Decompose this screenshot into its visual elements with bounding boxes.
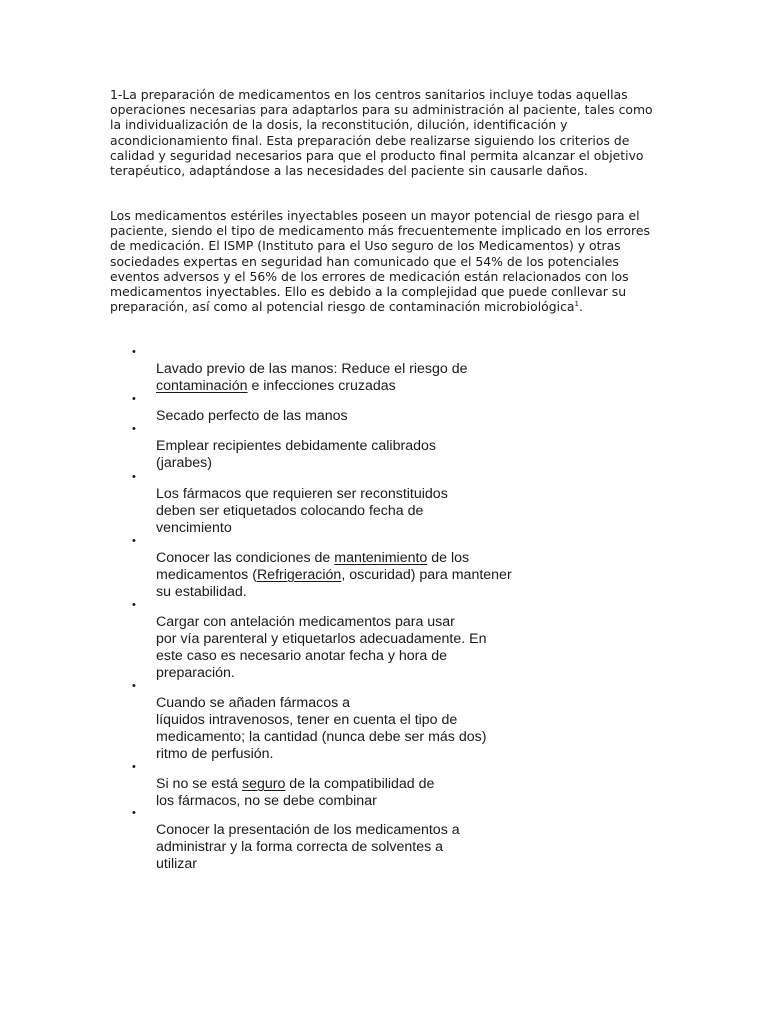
link-refrigeracion[interactable]: Refrigeración — [256, 567, 342, 583]
list-item-text: Los fármacos que requieren ser reconstituidos deben ser etiquetados colocando fecha de vencimiento — [156, 486, 448, 536]
bullet-icon: • — [132, 761, 136, 773]
injectables-paragraph-text: Los medicamentos estériles inyectables poseen un mayor potencial de riesgo para el paciente, siendo el tipo de medicamento más frecuentemente implicado en los errores de medicación. El ISMP (Instituto para el Uso seguro de los Medicamentos) y otras sociedades expertas en seguridad han comunicado que el 54% de los potenciales eventos adversos y el 56% de los errores de medicación están relacionados con los medicamentos inyectables. Ello es debido a la complejidad que puede conllevar su preparación, así como al potencial riesgo de contaminación microbiológica — [110, 208, 650, 315]
list-item-text: de la compatibilidad de los fármacos, no se debe combinar — [156, 776, 435, 809]
link-contaminacion[interactable]: contaminación — [156, 378, 248, 394]
list-item — [132, 678, 576, 763]
bullet-icon: • — [132, 423, 136, 435]
list-item-text: Conocer las condiciones de — [156, 550, 335, 566]
bullet-icon: • — [132, 680, 136, 692]
list-item — [132, 759, 576, 810]
list-item-text: Lavado previo de las manos: Reduce el riesgo de — [156, 361, 468, 377]
list-item-text: , oscuridad) para mantener su estabilidad. — [156, 567, 512, 600]
injectables-paragraph — [110, 208, 660, 314]
link-seguro[interactable]: seguro — [241, 776, 286, 792]
list-item-text: Si no se está — [156, 776, 242, 792]
bullet-icon: • — [132, 393, 136, 405]
footnote-marker: 1 — [574, 300, 579, 309]
list-item-text: de los medicamentos ( — [156, 550, 470, 583]
injectables-paragraph-end: . — [578, 299, 583, 315]
list-item-text: Cuando se añaden fármacos a líquidos intravenosos, tener en cuenta el tipo de medicamento; la cantidad (nunca debe ser más dos) ritmo de perfusión. — [156, 695, 487, 762]
bullet-icon: • — [132, 346, 136, 358]
list-item — [132, 391, 576, 425]
bullet-icon: • — [132, 535, 136, 547]
list-item-text: e infecciones cruzadas — [247, 378, 396, 394]
intro-paragraph: 1-La preparación de medicamentos en los centros sanitarios incluye todas aquellas operaciones necesarias para adaptarlos para su administración al paciente, tales como la individualización de la dosis, la reconstitución, dilución, identificación y acondicionamiento final. Esta preparación debe realizarse siguiendo los criterios de calidad y seguridad necesarios para que el producto final permita alcanzar el objetivo terapéutico, adaptándose a las necesidades del paciente sin causarle daños. — [110, 87, 653, 179]
list-item — [132, 344, 576, 395]
list-item — [132, 533, 576, 601]
list-item — [132, 805, 576, 873]
bullet-icon: • — [132, 599, 136, 611]
list-item-text: Emplear recipientes debidamente calibrados (jarabes) — [156, 438, 436, 471]
list-item-text: Secado perfecto de las manos — [156, 408, 348, 424]
list-item — [132, 421, 576, 472]
bullet-icon: • — [132, 471, 136, 483]
bullet-icon: • — [132, 807, 136, 819]
list-item — [132, 597, 576, 682]
list-item — [132, 469, 576, 537]
link-mantenimiento[interactable]: mantenimiento — [334, 550, 428, 566]
list-item-text: Conocer la presentación de los medicamentos a administrar y la forma correcta de solventes a utilizar — [156, 822, 460, 872]
list-item-text: Cargar con antelación medicamentos para usar por vía parenteral y etiquetarlos adecuadamente. En este caso es necesario anotar fecha y hora de preparación. — [156, 614, 487, 681]
